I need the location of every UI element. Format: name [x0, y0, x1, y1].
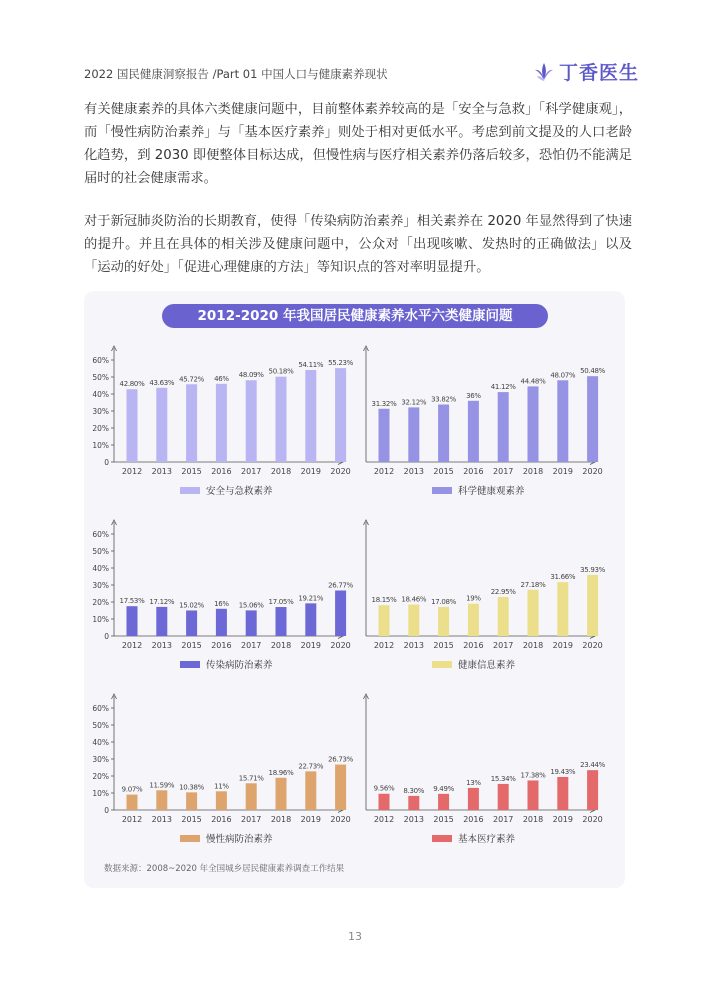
x-tick-label: 2015 [433, 641, 454, 650]
data-label: 26.77% [328, 581, 354, 590]
data-label: 18.15% [371, 596, 397, 605]
bar-2013 [156, 790, 167, 810]
bar-2012 [379, 409, 390, 462]
legend-label: 科学健康观素养 [458, 486, 525, 497]
bar-2018 [528, 590, 539, 636]
data-label: 17.38% [520, 771, 546, 780]
x-tick-label: 2017 [241, 815, 262, 824]
data-label: 16% [214, 599, 229, 608]
bar-2019 [305, 603, 316, 636]
bar-2017 [498, 392, 509, 462]
x-tick-label: 2015 [433, 467, 454, 476]
bar-2020 [587, 575, 598, 636]
x-tick-label: 2013 [403, 815, 424, 824]
running-header: 2022 国民健康洞察报告 /Part 01 中国人口与健康素养现状 [84, 67, 388, 81]
data-label: 19% [466, 594, 481, 603]
legend-swatch [180, 835, 200, 842]
data-label: 18.46% [401, 595, 427, 604]
bar-2020 [587, 770, 598, 810]
data-label: 50.18% [268, 367, 294, 376]
flower-logo-icon [533, 61, 555, 83]
x-tick-label: 2016 [463, 641, 484, 650]
x-tick-label: 2017 [241, 641, 262, 650]
y-tick-label: 60% [92, 530, 109, 539]
data-label: 10.38% [179, 783, 205, 792]
bar-2019 [557, 380, 568, 462]
data-label: 48.09% [238, 371, 264, 380]
y-tick-label: 0 [104, 458, 109, 467]
bar-2012 [379, 794, 390, 810]
bar-chart-4 [90, 686, 354, 846]
bar-2016 [468, 401, 479, 462]
x-tick-label: 2020 [582, 641, 603, 650]
x-tick-label: 2013 [151, 815, 172, 824]
x-tick-label: 2018 [522, 641, 544, 650]
bar-chart-3 [342, 512, 606, 672]
x-tick-label: 2020 [330, 815, 351, 824]
bar-2018 [528, 386, 539, 462]
bar-2019 [305, 370, 316, 462]
y-tick-label: 50% [92, 721, 109, 730]
y-tick-label: 30% [92, 581, 109, 590]
x-tick-label: 2018 [522, 467, 544, 476]
bar-chart-5 [342, 686, 606, 846]
bar-2019 [557, 582, 568, 636]
bar-2017 [498, 597, 509, 636]
bar-2016 [216, 384, 227, 462]
x-tick-label: 2016 [211, 467, 232, 476]
legend-label: 慢性病防治素养 [206, 834, 273, 845]
legend-label: 传染病防治素养 [206, 660, 273, 671]
bar-2018 [528, 780, 539, 810]
data-label: 9.07% [121, 785, 143, 794]
x-tick-label: 2019 [300, 815, 321, 824]
x-tick-label: 2016 [211, 815, 232, 824]
x-tick-label: 2013 [403, 641, 424, 650]
y-tick-label: 20% [92, 598, 109, 607]
chart-panel-health-info [342, 512, 606, 676]
data-label: 41.12% [490, 383, 516, 392]
data-label: 42.80% [119, 380, 145, 389]
legend-label: 健康信息素养 [458, 660, 516, 671]
y-tick-label: 30% [92, 755, 109, 764]
paragraph-2: 对于新冠肺炎防治的长期教育，使得「传染病防治素养」相关素养在 2020 年显然得到了快速的提升。并且在具体的相关涉及健康问题中，公众对「出现咳嗽、发热时的正确做法」以及「运动的好处」「促进心理健康的方法」等知识点的答对率明显提升。 [84, 214, 632, 275]
bar-2015 [186, 792, 197, 810]
bar-2017 [246, 380, 257, 462]
data-label: 33.82% [431, 395, 457, 404]
data-label: 17.05% [268, 598, 294, 607]
legend-label: 安全与急救素养 [206, 486, 273, 497]
legend-swatch [432, 835, 452, 842]
data-label: 54.11% [298, 361, 324, 370]
x-tick-label: 2017 [493, 467, 514, 476]
data-label: 15.34% [490, 774, 516, 783]
x-tick-label: 2019 [552, 641, 573, 650]
data-label: 43.63% [149, 378, 175, 387]
data-label: 31.66% [550, 573, 576, 582]
x-tick-label: 2013 [151, 467, 172, 476]
bar-2017 [246, 783, 257, 810]
bar-2017 [246, 610, 257, 636]
bar-2016 [468, 788, 479, 810]
data-label: 8.30% [403, 786, 425, 795]
y-tick-label: 50% [92, 373, 109, 382]
bar-2017 [498, 784, 509, 810]
x-tick-label: 2012 [121, 467, 143, 476]
data-source-note: 数据来源：2008~2020 年全国城乡居民健康素养调查工作结果 [104, 864, 345, 874]
x-tick-label: 2016 [211, 641, 232, 650]
x-tick-label: 2018 [270, 467, 292, 476]
data-label: 17.12% [149, 597, 175, 606]
logo-text: 丁香医生 [559, 62, 640, 84]
y-tick-label: 40% [92, 738, 109, 747]
x-tick-label: 2016 [463, 815, 484, 824]
figure-title: 2012-2020 年我国居民健康素养水平六类健康问题 [162, 304, 548, 328]
data-label: 15.06% [238, 601, 264, 610]
y-tick-label: 20% [92, 772, 109, 781]
bar-2019 [305, 771, 316, 810]
legend-label: 基本医疗素养 [458, 834, 516, 845]
data-label: 15.71% [238, 774, 264, 783]
data-label: 9.49% [433, 784, 454, 793]
data-label: 45.72% [179, 375, 205, 384]
bar-2012 [127, 389, 138, 462]
legend-swatch [432, 487, 452, 494]
x-tick-label: 2015 [181, 641, 202, 650]
bar-2015 [186, 610, 197, 636]
x-tick-label: 2012 [373, 815, 395, 824]
y-tick-label: 50% [92, 547, 109, 556]
x-tick-label: 2017 [493, 815, 514, 824]
x-tick-label: 2020 [582, 467, 603, 476]
data-label: 19.21% [298, 594, 324, 603]
chart-panel-chronic [90, 686, 354, 850]
bar-2013 [408, 407, 419, 462]
chart-panel-infectious [90, 512, 354, 676]
y-tick-label: 60% [92, 704, 109, 713]
bar-2016 [468, 604, 479, 636]
bar-2016 [216, 791, 227, 810]
y-tick-label: 20% [92, 424, 109, 433]
y-tick-label: 10% [92, 441, 109, 450]
legend-swatch [180, 487, 200, 494]
bar-2013 [156, 607, 167, 636]
legend-swatch [432, 661, 452, 668]
legend-swatch [180, 661, 200, 668]
x-tick-label: 2020 [582, 815, 603, 824]
data-label: 17.08% [431, 597, 457, 606]
bar-2013 [408, 605, 419, 636]
chart-panel-safety [90, 338, 354, 502]
bar-2019 [557, 777, 568, 810]
bar-2015 [438, 607, 449, 636]
bar-2013 [408, 796, 419, 810]
x-tick-label: 2013 [403, 467, 424, 476]
x-tick-label: 2012 [373, 467, 395, 476]
data-label: 19.43% [550, 767, 576, 776]
bar-chart-0 [90, 338, 354, 498]
data-label: 50.48% [580, 367, 606, 376]
data-label: 15.02% [179, 601, 205, 610]
data-label: 35.93% [580, 565, 606, 574]
data-label: 18.96% [268, 768, 294, 777]
x-tick-label: 2012 [373, 641, 395, 650]
x-tick-label: 2016 [463, 467, 484, 476]
x-tick-label: 2013 [151, 641, 172, 650]
y-tick-label: 30% [92, 407, 109, 416]
data-label: 11.59% [149, 781, 175, 790]
x-tick-label: 2017 [241, 467, 262, 476]
bar-chart-1 [342, 338, 606, 498]
page-number: 13 [348, 930, 362, 943]
x-tick-label: 2018 [522, 815, 544, 824]
x-tick-label: 2012 [121, 641, 143, 650]
bar-2018 [276, 778, 287, 810]
data-label: 9.56% [373, 784, 395, 793]
bar-2012 [127, 795, 138, 810]
x-tick-label: 2015 [433, 815, 454, 824]
bar-2016 [216, 609, 227, 636]
bar-2018 [276, 607, 287, 636]
bar-2012 [379, 605, 390, 636]
x-tick-label: 2019 [552, 467, 573, 476]
x-tick-label: 2019 [300, 467, 321, 476]
bar-chart-2 [90, 512, 354, 672]
data-label: 23.44% [580, 761, 606, 770]
data-label: 13% [466, 778, 481, 787]
y-tick-label: 40% [92, 564, 109, 573]
bar-2015 [438, 794, 449, 810]
x-tick-label: 2017 [493, 641, 514, 650]
data-label: 44.48% [520, 377, 546, 386]
bar-2015 [186, 384, 197, 462]
y-tick-label: 40% [92, 390, 109, 399]
logo [533, 58, 639, 85]
data-label: 31.32% [371, 399, 397, 408]
data-label: 55.23% [328, 359, 354, 368]
y-tick-label: 10% [92, 615, 109, 624]
data-label: 27.18% [520, 580, 546, 589]
chart-panel-basic-medical [342, 686, 606, 850]
data-label: 11% [214, 782, 229, 791]
bar-2020 [587, 376, 598, 462]
data-label: 46% [214, 374, 229, 383]
data-label: 22.95% [490, 587, 516, 596]
data-label: 32.12% [401, 398, 427, 407]
data-label: 36% [466, 391, 481, 400]
x-tick-label: 2015 [181, 815, 202, 824]
data-label: 26.73% [328, 755, 354, 764]
x-tick-label: 2015 [181, 467, 202, 476]
x-tick-label: 2018 [270, 815, 292, 824]
data-label: 17.53% [119, 597, 145, 606]
x-tick-label: 2020 [330, 467, 351, 476]
bar-2012 [127, 606, 138, 636]
x-tick-label: 2019 [552, 815, 573, 824]
x-tick-label: 2018 [270, 641, 292, 650]
y-tick-label: 10% [92, 789, 109, 798]
bar-2013 [156, 388, 167, 462]
bar-2018 [276, 377, 287, 462]
data-label: 48.07% [550, 371, 576, 380]
paragraph-1: 有关健康素养的具体六类健康问题中，目前整体素养较高的是「安全与急救」「科学健康观」，而「慢性病防治素养」与「基本医疗素养」则处于相对更低水平。考虑到前文提及的人口老龄化趋势，到 2030 即便整体目标达成，但慢性病与医疗相关素养仍落后较多，恐怕仍不能满足届时的社会健康需求。 [84, 102, 632, 186]
chart-panel-health-view [342, 338, 606, 502]
y-tick-label: 0 [104, 632, 109, 641]
x-tick-label: 2012 [121, 815, 143, 824]
x-tick-label: 2019 [300, 641, 321, 650]
y-tick-label: 0 [104, 806, 109, 815]
x-tick-label: 2020 [330, 641, 351, 650]
y-tick-label: 60% [92, 356, 109, 365]
data-label: 22.73% [298, 762, 324, 771]
bar-2015 [438, 405, 449, 462]
